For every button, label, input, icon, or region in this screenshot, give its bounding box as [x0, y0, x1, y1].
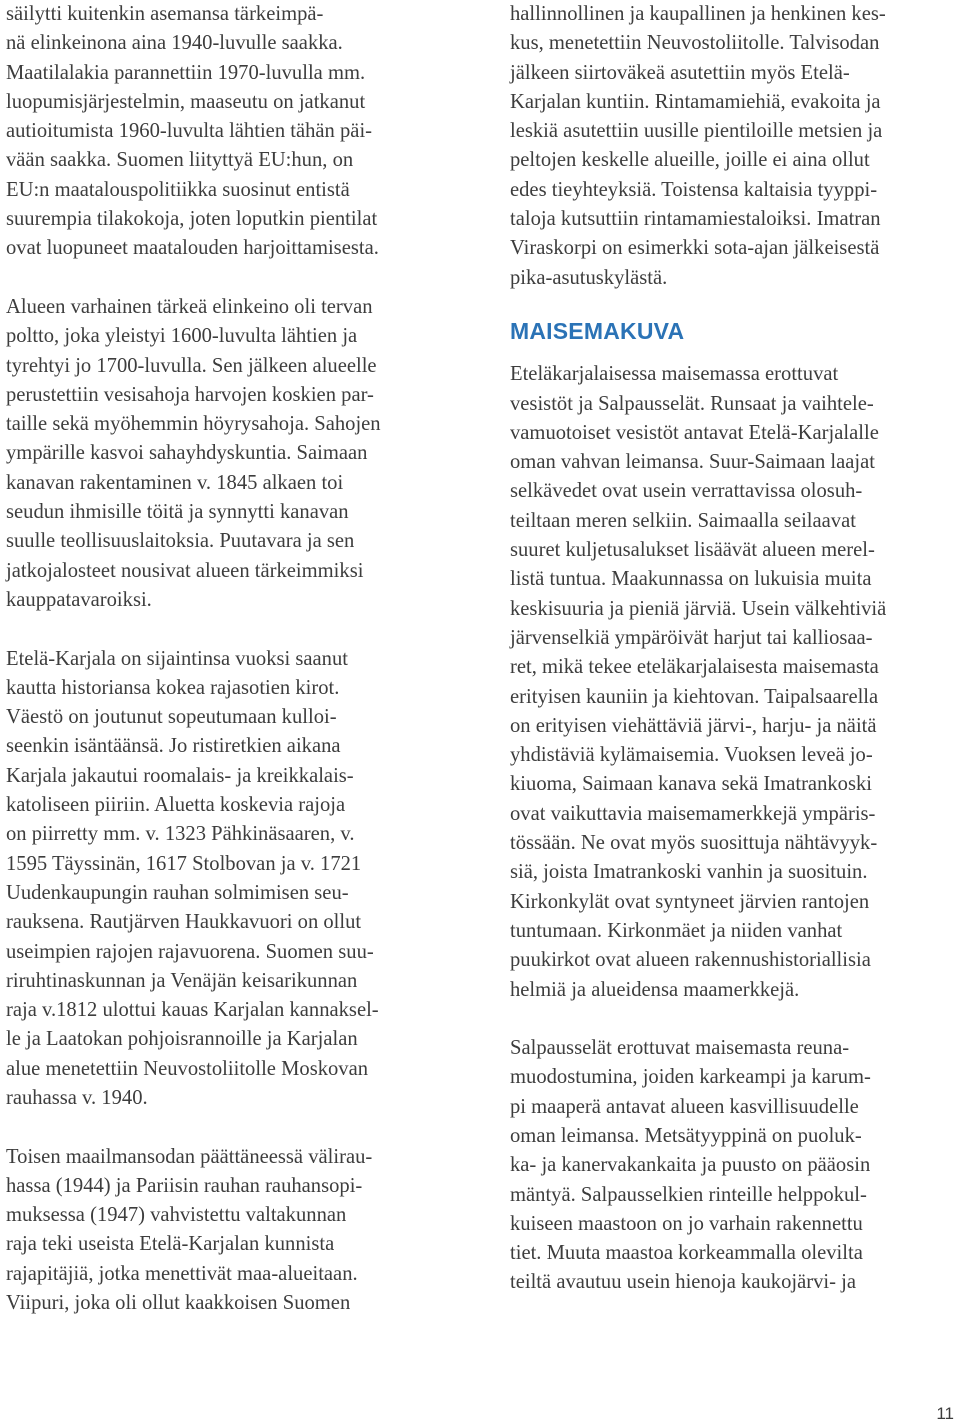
text-line: Etelä-Karjala on sijaintinsa vuoksi saanut	[6, 647, 348, 670]
paragraph-border-history	[6, 645, 466, 1114]
text-line: jatkojalosteet nousivat alueen tärkeimmiksi	[6, 559, 364, 582]
text-line: kanavan rakentaminen v. 1845 alkaen toi	[6, 471, 344, 494]
text-line: pi maaperä antavat alueen kasvillisuudelle	[510, 1095, 859, 1118]
text-line: katoliseen piiriin. Aluetta koskevia rajoja	[6, 794, 346, 817]
text-line: 1595 Täyssinän, 1617 Stolbovan ja v. 1721	[6, 852, 362, 875]
text-line: vään saakka. Suomen liityttyä EU:hun, on	[6, 149, 354, 172]
text-line: Karjala jakautui roomalais- ja kreikkalais-	[6, 764, 354, 787]
text-line: vesistöt ja Salpausselät. Runsaat ja vaihtele-	[510, 392, 874, 415]
text-line: kiuoma, Saimaan kanava sekä Imatrankoski	[510, 773, 872, 796]
text-line: EU:n maatalouspolitiikka suosinut entistä	[6, 178, 350, 201]
text-line: Alueen varhainen tärkeä elinkeino oli tervan	[6, 295, 373, 318]
text-line: leskiä asutettiin uusille pientiloille metsien ja	[510, 120, 883, 143]
text-line: ympärille kasvoi sahayhdyskuntia. Saimaan	[6, 442, 368, 465]
text-line: yhdistäviä kylämaisemia. Vuoksen leveä jo-	[510, 744, 873, 767]
text-line: Uudenkaupungin rauhan solmimisen seu-	[6, 881, 349, 904]
paragraph-postwar	[6, 1143, 466, 1319]
text-line: poltto, joka yleistyi 1600-luvulta lähtien ja	[6, 325, 358, 348]
text-line: ovat vaikuttavia maisemamerkkejä ympäris-	[510, 802, 876, 825]
text-line: alue menetettiin Neuvostoliitolle Moskovan	[6, 1057, 369, 1080]
paragraph-salpausselka	[510, 1034, 960, 1298]
text-line: riruhtinaskunnan ja Venäjän keisarikunnan	[6, 969, 358, 992]
text-line: rauksena. Rautjärven Haukkavuori on ollut	[6, 911, 362, 934]
text-line: suuret kuljetusalukset lisäävät alueen merel-	[510, 539, 875, 562]
text-line: edes tieyhteyksiä. Toistensa kaltaisia tyyppi-	[510, 178, 878, 201]
text-line: suulle teollisuuslaitoksia. Puutavara ja sen	[6, 530, 355, 553]
text-line: seudun ihmisille töitä ja synnytti kanavan	[6, 501, 349, 524]
text-line: Toisen maailmansodan päättäneessä välirau-	[6, 1145, 373, 1168]
text-line: Viipuri, joka oli ollut kaakkoisen Suomen	[6, 1292, 351, 1315]
text-line: tiet. Muuta maastoa korkeammalla olevilta	[510, 1242, 863, 1265]
paragraph-gap	[6, 264, 466, 293]
text-line: selkävedet ovat usein verrattavissa olosuh-	[510, 480, 863, 503]
text-line: Maatilalakia parannettiin 1970-luvulla mm.	[6, 61, 366, 84]
text-line: oman vahvan leimansa. Suur-Saimaan laajat	[510, 451, 876, 474]
text-line: teiltä avautuu usein hienoja kaukojärvi- ja	[510, 1271, 856, 1294]
section-heading-maisemakuva: MAISEMAKUVA	[510, 317, 685, 344]
text-line: listä tuntua. Maakunnassa on lukuisia muita	[510, 568, 872, 591]
text-line: ka- ja kanervakankaita ja puusto on pääosin	[510, 1154, 871, 1177]
paragraph-landscape	[510, 360, 960, 1005]
text-line: suurempia tilakokoja, joten loputkin pientilat	[6, 208, 378, 231]
text-line: on erityisen viehättäviä järvi-, harju- ja näitä	[510, 714, 877, 737]
paragraph-gap	[6, 615, 466, 644]
text-line: muksessa (1947) vahvistettu valtakunnan	[6, 1204, 347, 1227]
text-line: raja v.1812 ulottui kauas Karjalan kannaksel-	[6, 999, 379, 1022]
text-line: useimpien rajojen rajavuorena. Suomen suu-	[6, 940, 374, 963]
text-line: tössään. Ne ovat myös suosittuja nähtävyyk-	[510, 832, 878, 855]
text-line: rajapitäjiä, jotka menettivät maa-alueitaan.	[6, 1262, 358, 1285]
text-line: seenkin isäntäänsä. Jo ristiretkien aikana	[6, 735, 341, 758]
text-line: keskisuuria ja pieniä järviä. Usein välkehtiviä	[510, 597, 887, 620]
text-line: hassa (1944) ja Pariisin rauhan rauhansopi-	[6, 1174, 363, 1197]
text-line: teiltaan meren selkiin. Saimaalla seilaavat	[510, 509, 856, 532]
text-line: muodostumina, joiden karkeampi ja karum-	[510, 1066, 871, 1089]
text-line: taloja kutsuttiin rintamamiestaloiksi. Imatran	[510, 208, 881, 231]
text-line: autioitumista 1960-luvulta lähtien tähän päi-	[6, 120, 373, 143]
text-line: helmiä ja alueidensa maamerkkejä.	[510, 978, 800, 1001]
text-line: puukirkot ovat alueen rakennushistoriallisia	[510, 949, 871, 972]
text-line: kautta historiansa kokea rajasotien kirot.	[6, 676, 340, 699]
text-line: säilytti kuitenkin asemansa tärkeimpä-	[6, 3, 324, 25]
text-line: peltojen keskelle alueille, joille ei aina ollut	[510, 149, 870, 172]
text-line: Väestö on joutunut sopeutumaan kulloi-	[6, 706, 337, 729]
text-line: kauppatavaroiksi.	[6, 588, 152, 611]
text-line: vamuotoiset vesistöt antavat Etelä-Karjalalle	[510, 421, 879, 444]
text-line: kus, menetettiin Neuvostoliitolle. Talvisodan	[510, 32, 880, 55]
right-column	[510, 0, 960, 1298]
text-line: taille sekä myöhemmin höyrysahoja. Sahojen	[6, 413, 381, 436]
text-line: on piirretty mm. v. 1323 Pähkinäsaaren, v.	[6, 823, 355, 846]
paragraph-gap	[510, 1005, 960, 1034]
text-line: Kirkonkylät ovat syntyneet järvien rantojen	[510, 890, 870, 913]
paragraph-resettlement	[510, 0, 960, 293]
text-line: oman leimansa. Metsätyyppinä on puoluk-	[510, 1124, 862, 1147]
text-line: tuntumaan. Kirkonmäet ja niiden vanhat	[510, 919, 843, 942]
text-line: rauhassa v. 1940.	[6, 1086, 148, 1109]
text-line: le ja Laatokan pohjoisrannoille ja Karjalan	[6, 1028, 358, 1051]
text-line: ovat luopuneet maatalouden harjoittamisesta.	[6, 237, 379, 260]
paragraph-industry	[6, 293, 466, 615]
text-line: järvenselkiä ympäröivät harjut tai kalliosaa-	[510, 626, 873, 649]
text-line: erityisen kauniin ja kiehtovan. Taipalsaarella	[510, 685, 879, 708]
text-line: nä elinkeinona aina 1940-luvulle saakka.	[6, 32, 343, 55]
text-line: Karjalan kuntiin. Rintamamiehiä, evakoita ja	[510, 90, 881, 113]
text-line: Viraskorpi on esimerkki sota-ajan jälkeisestä	[510, 237, 880, 260]
text-line: Eteläkarjalaisessa maisemassa erottuvat	[510, 363, 839, 386]
text-line: Salpausselät erottuvat maisemasta reuna-	[510, 1037, 850, 1060]
paragraph-agriculture	[6, 0, 466, 264]
text-line: tyrehtyi jo 1700-luvulla. Sen jälkeen alueelle	[6, 354, 377, 377]
text-line: siä, joista Imatrankoski vanhin ja suosituin.	[510, 861, 868, 884]
text-line: jälkeen siirtoväkeä asutettiin myös Etelä-	[510, 61, 850, 84]
page-number: 11	[936, 1404, 954, 1423]
text-line: raja teki useista Etelä-Karjalan kunnista	[6, 1233, 335, 1256]
text-line: perustettiin vesisahoja harvojen koskien par-	[6, 383, 374, 406]
text-line: luopumisjärjestelmin, maaseutu on jatkanut	[6, 90, 366, 113]
text-line: ret, mikä tekee eteläkarjalaisesta maisemasta	[510, 656, 879, 679]
text-line: pika-asutuskylästä.	[510, 266, 668, 289]
text-line: hallinnollinen ja kaupallinen ja henkinen kes-	[510, 3, 886, 25]
text-line: kuiseen maastoon on jo varhain rakennettu	[510, 1212, 863, 1235]
text-line: mäntyä. Salpausselkien rinteille helppokul-	[510, 1183, 867, 1206]
left-column	[6, 0, 466, 1318]
paragraph-gap	[6, 1113, 466, 1142]
